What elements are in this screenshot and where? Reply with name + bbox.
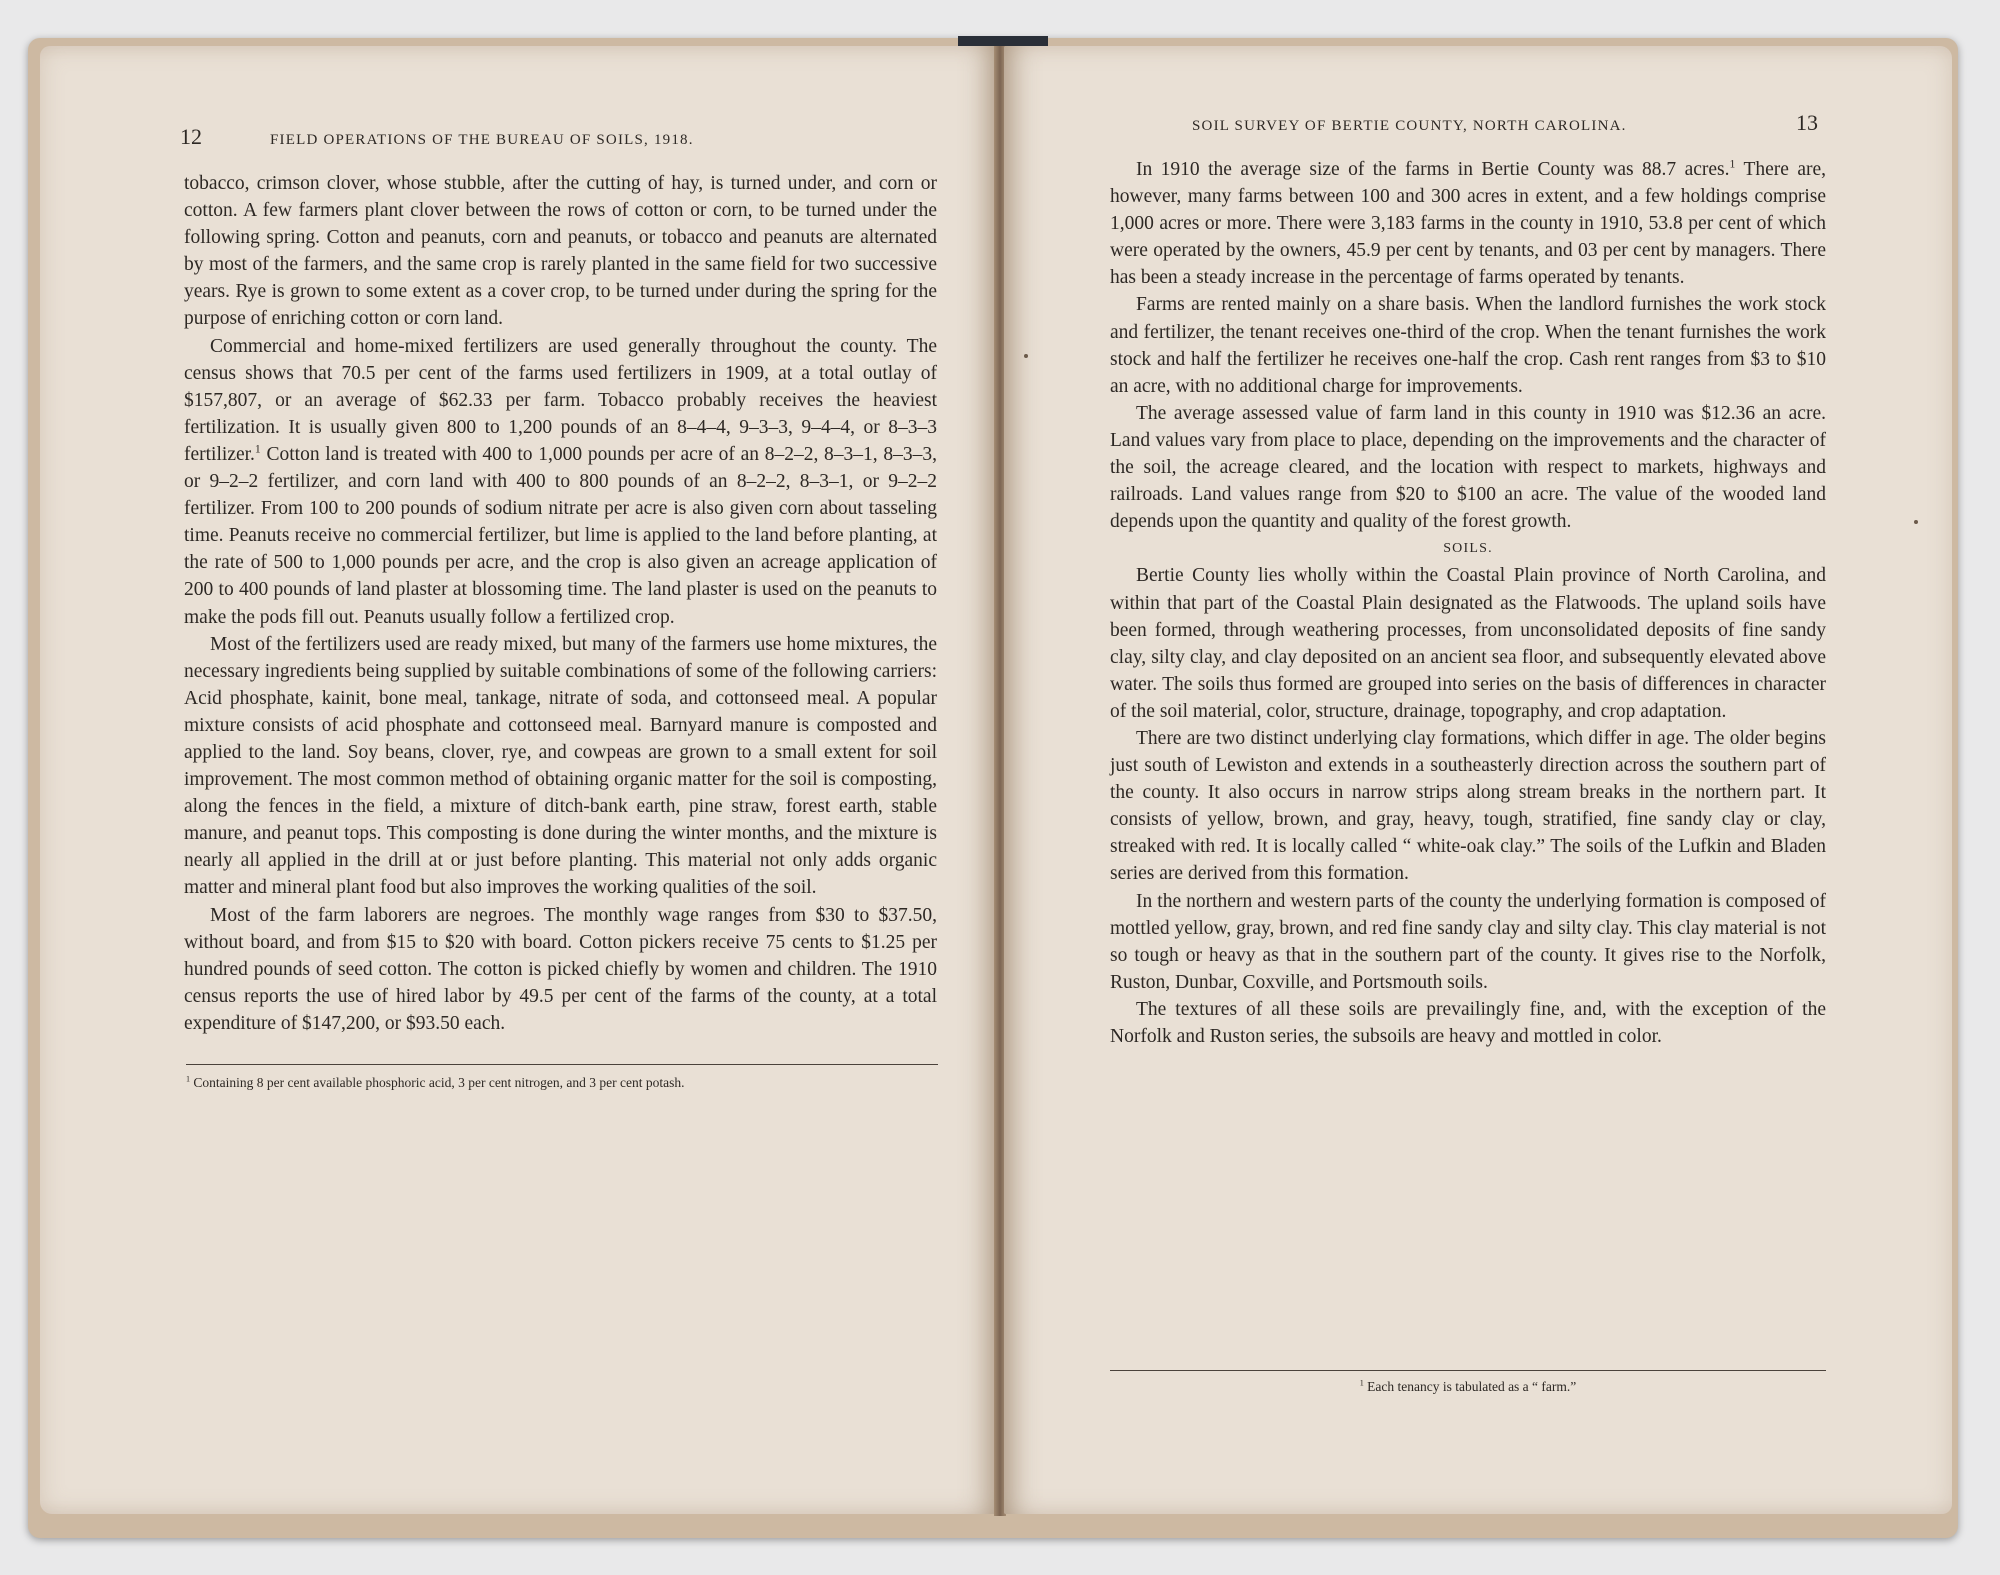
left-text-column [184, 170, 937, 1037]
paragraph: Farms are rented mainly on a share basis. When the landlord furnishes the work stock and fertilizer, the tenant receives one-third of the crop. When the tenant furnishes the work stock and half the fertilizer he receives one-half the crop. Cash rent ranges from $3 to $10 an acre, with no additional charge for improvements. [1110, 294, 1826, 397]
footnote-mark: 1 [186, 1074, 191, 1084]
paragraph-text: Cotton land is treated with 400 to 1,000 pounds per acre of an 8–2–2, 8–3–1, 8–3–3, or 9–2–2 fertilizer, and corn land with 400 to 800 pounds of an 8–2–2, 8–3–1, or 9–2–2 fertilizer. From 100 to 200 pounds of sodium nitrate per acre is also given corn about tasseling time. Peanuts receive no commercial fertilizer, but lime is applied to the land before planting, at the rate of 500 to 1,000 pounds per acre, and the crop is also given an acreage application of 200 to 400 pounds of land plaster at blossoming time. The land plaster is used on the peanuts to make the pods fill out. Peanuts usually follow a fertilized crop. [184, 443, 937, 628]
right-page [1004, 46, 1952, 1514]
footnote-text: Containing 8 per cent available phosphoric acid, 3 per cent nitrogen, and 3 per cent potash. [193, 1075, 685, 1090]
paragraph-text: There are, however, many farms between 100 and 300 acres in extent, and a few holdings comprise 1,000 acres or more. There were 3,183 farms in the county in 1910, 53.8 per cent of which were operated by the owners, 45.9 per cent by tenants, and 03 per cent by managers. There has been a steady increase in the percentage of farms operated by tenants. [1110, 159, 1826, 289]
left-page [40, 46, 996, 1514]
paragraph: tobacco, crimson clover, whose stubble, after the cutting of hay, is turned under, and corn or cotton. A few farmers plant clover between the rows of cotton or corn, to be turned under the following spring. Cotton and peanuts, corn and peanuts, or tobacco and peanuts are alternated by most of the farmers, and the same crop is rarely planted in the same field for two successive years. Rye is grown to some extent as a cover crop, to be turned under during the spring for the purpose of enriching cotton or corn land. [184, 173, 937, 330]
binding-tab [958, 36, 1048, 46]
paragraph: Most of the fertilizers used are ready mixed, but many of the farmers use home mixtures, the necessary ingredients being supplied by suitable combinations of some of the following carriers: Acid phosphate, kainit, bone meal, tankage, nitrate of soda, and cottonseed meal. A popular mixture consists of acid phosphate and cottonseed meal. Barnyard manure is composted and applied to the land. Soy beans, clover, rye, and cowpeas are grown to a small extent for soil improvement. The most common method of obtaining organic matter for the soil is composting, along the fences in the field, a mixture of ditch-bank earth, pine straw, forest earth, stable manure, and peanut tops. This composting is done during the winter months, and the mixture is nearly all applied in the drill at or just before planting. This material not only adds organic matter and mineral plant food but also improves the working qualities of the soil. [184, 633, 937, 899]
section-heading: SOILS. [1443, 541, 1493, 557]
paragraph: The average assessed value of farm land in this county in 1910 was $12.36 an acre. Land values vary from place to place, depending on the improvements and the character of the soil, the acreage cleared, and the location with respect to markets, highways and railroads. Land values range from $20 to $100 an acre. The value of the wooded land depends upon the quantity and quality of the forest growth. [1110, 402, 1826, 533]
footnote-mark: 1 [1359, 1378, 1364, 1388]
footnote-text: Each tenancy is tabulated as a “ farm.” [1367, 1379, 1577, 1394]
footnote-ref: 1 [1729, 157, 1736, 171]
footnote-rule [1110, 1370, 1826, 1371]
paragraph-text: Commercial and home-mixed fertilizers are used generally throughout the county. The census shows that 70.5 per cent of the farms used fertilizers in 1909, at a total outlay of $157,807, or an average of $62.33 per farm. Tobacco probably receives the heaviest fertilization. It is usually given 800 to 1,200 pounds of an 8–4–4, 9–3–3, 9–4–4, or 8–3–3 fertilizer. [184, 335, 937, 465]
paragraph [1110, 156, 1826, 291]
paper-speck [1024, 354, 1028, 358]
paper-speck [1914, 520, 1918, 524]
paragraph: Bertie County lies wholly within the Coastal Plain province of North Carolina, and within that part of the Coastal Plain designated as the Flatwoods. The upland soils have been formed, through weathering processes, from unconsolidated deposits of fine sandy clay, silty clay, and clay deposited on an ancient sea floor, and subsequently elevated above water. The soils thus formed are grouped into series on the basis of differences in character of the soil material, color, structure, drainage, topography, and crop adaptation. [1110, 565, 1826, 722]
paragraph [184, 333, 937, 631]
paragraph-text: In 1910 the average size of the farms in Bertie County was 88.7 acres. [1136, 159, 1730, 180]
right-running-head: SOIL SURVEY OF BERTIE COUNTY, NORTH CAROLINA. [1192, 118, 1627, 134]
left-page-number: 12 [180, 124, 202, 149]
paragraph: Most of the farm laborers are negroes. The monthly wage ranges from $30 to $37.50, without board, and from $15 to $20 with board. Cotton pickers receive 75 cents to $1.25 per hundred pounds of seed cotton. The cotton is picked chiefly by women and children. The 1910 census reports the use of hired labor by 49.5 per cent of the farms of the county, at a total expenditure of $147,200, or $93.50 each. [184, 904, 937, 1034]
right-text-column [1110, 156, 1826, 1050]
left-footnote [186, 1074, 938, 1091]
paragraph: In the northern and western parts of the county the underlying formation is composed of mottled yellow, gray, brown, and red fine sandy clay and silty clay. This clay material is not so tough or heavy as that in the southern part of the county. It gives rise to the Norfolk, Ruston, Dunbar, Coxville, and Portsmouth soils. [1110, 890, 1826, 993]
paragraph: There are two distinct underlying clay formations, which differ in age. The older begins just south of Lewiston and extends in a southeasterly direction across the southern part of the county. It also occurs in narrow strips along stream breaks in the northern part. It consists of yellow, brown, and gray, heavy, tough, stratified, fine sandy clay or clay, streaked with red. It is locally called “ white-oak clay.” The soils of the Lufkin and Bladen series are derived from this formation. [1110, 727, 1826, 885]
right-page-number: 13 [1796, 110, 1818, 135]
footnote-ref: 1 [254, 442, 261, 456]
right-footnote [1110, 1378, 1826, 1395]
left-running-head: FIELD OPERATIONS OF THE BUREAU OF SOILS, 1918. [270, 132, 694, 148]
paragraph: The textures of all these soils are prevailingly fine, and, with the exception of the Norfolk and Ruston series, the subsoils are heavy and mottled in color. [1110, 998, 1826, 1047]
footnote-rule [186, 1064, 938, 1065]
